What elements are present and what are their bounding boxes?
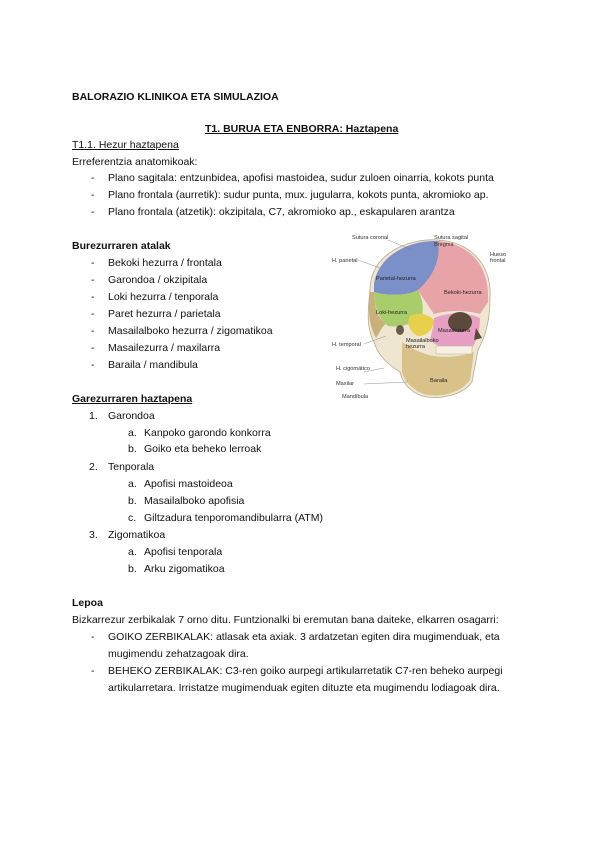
sublist-item: Goiko eta beheko lerroak: [144, 443, 262, 455]
label-baraila: Baraila: [430, 378, 448, 384]
list-number: 3.: [89, 529, 98, 541]
list-item-continuation: artikularretara. Irristatze mugimenduak egiten dituzte eta mugimendu lodiagoak dira.: [108, 682, 500, 694]
list-item: Plano sagitala: entzunbidea, apofisi mastoidea, sudur zuloen oinarria, kokots punta: [108, 172, 494, 184]
list-item: Paret hezurra / parietala: [108, 308, 221, 320]
document-title: BALORAZIO KLINIKOA ETA SIMULAZIOA: [72, 91, 279, 103]
section-title: T1. BURUA ETA ENBORRA: Haztapena: [205, 123, 399, 135]
sublist-item: Masailalboko apofisia: [144, 495, 245, 507]
label-h-parietal: H. parietal: [332, 258, 358, 264]
skull-parts-heading: Burezurraren atalak: [72, 240, 171, 252]
sublist-letter: b.: [128, 495, 137, 507]
label-bregma: Bregma: [434, 242, 454, 248]
sublist-item: Apofisi tenporala: [144, 546, 223, 558]
list-item: BEHEKO ZERBIKALAK: C3-ren goiko aurpegi artikularretatik C7-ren beheko aurpegi: [108, 665, 503, 677]
bullet-dash: -: [91, 291, 95, 303]
list-item: Zigomatikoa: [108, 529, 166, 541]
sublist-letter: b.: [128, 443, 137, 455]
skull-illustration: [330, 232, 520, 404]
list-item: Garondoa / okzipitala: [108, 274, 208, 286]
list-item: Tenporala: [108, 461, 155, 473]
label-hueso-frontal-1: Hueso: [490, 252, 507, 258]
label-maxilar: Maxilar: [336, 381, 355, 387]
sublist-letter: b.: [128, 563, 137, 575]
list-item: Baraila / mandibula: [108, 359, 198, 371]
label-loki-hezurra: Loki-hezurra: [376, 310, 408, 316]
label-masailezurra: Masailezurra: [438, 328, 471, 334]
sublist-item: Arku zigomatikoa: [144, 563, 225, 575]
palpation-heading: Garezurraren haztapena: [72, 393, 193, 405]
bullet-dash: -: [91, 325, 95, 337]
teeth: [436, 346, 472, 354]
label-h-temporal: H. temporal: [332, 342, 361, 348]
label-parietal-hezurra: Parietal-hezurra: [376, 276, 416, 282]
sublist-letter: a.: [128, 427, 137, 439]
bullet-dash: -: [91, 308, 95, 320]
list-item: Plano frontala (atzetik): okzipitala, C7, akromioko ap., eskapularen arantza: [108, 206, 455, 218]
list-number: 2.: [89, 461, 98, 473]
label-masailalboko-2: hezurra: [406, 344, 425, 350]
bullet-dash: -: [91, 206, 95, 218]
list-item: Bekoki hezurra / frontala: [108, 257, 222, 269]
bullet-dash: -: [91, 665, 95, 677]
sublist-item: Apofisi mastoideoa: [144, 478, 233, 490]
bullet-dash: -: [91, 274, 95, 286]
label-hueso-frontal-2: frontal: [490, 258, 506, 264]
neck-intro: Bizkarrezur zerbikalak 7 orno ditu. Funtzionalki bi eremutan bana daiteke, elkarren osagarri:: [72, 614, 499, 626]
list-item-continuation: mugimendu zehatzagoak dira.: [108, 648, 249, 660]
list-number: 1.: [89, 410, 98, 422]
sublist-letter: c.: [128, 512, 137, 524]
bullet-dash: -: [91, 189, 95, 201]
list-item: GOIKO ZERBIKALAK: atlasak eta axiak. 3 ardatzetan egiten dira mugimenduak, eta: [108, 631, 500, 643]
list-item: Masailalboko hezurra / zigomatikoa: [108, 325, 273, 337]
label-mandibula: Mandíbula: [342, 394, 369, 400]
list-item: Garondoa: [108, 410, 155, 422]
skull-diagram: [330, 232, 520, 404]
bullet-dash: -: [91, 359, 95, 371]
ear-canal: [396, 325, 404, 335]
label-masailalboko-1: Masailalboko: [406, 338, 439, 344]
list-item: Loki hezurra / tenporala: [108, 291, 219, 303]
label-h-cigomatico: H. cigomático: [336, 366, 370, 372]
list-item: Masailezurra / maxilarra: [108, 342, 221, 354]
sublist-item: Giltzadura tenporomandibularra (ATM): [144, 512, 323, 524]
bullet-dash: -: [91, 631, 95, 643]
label-sutura-sagital: Sutura sagital: [434, 235, 469, 241]
label-sutura-coronal: Sutura coronal: [352, 235, 389, 241]
references-intro: Erreferentzia anatomikoak:: [72, 156, 198, 168]
subsection-title: T1.1. Hezur haztapena: [72, 139, 179, 151]
bullet-dash: -: [91, 172, 95, 184]
sublist-letter: a.: [128, 478, 137, 490]
list-item: Plano frontala (aurretik): sudur punta, mux. jugularra, kokots punta, akromioko ap.: [108, 189, 489, 201]
neck-heading: Lepoa: [72, 597, 103, 609]
label-bekoki-hezurra: Bekoki-hezurra: [444, 290, 482, 296]
sublist-letter: a.: [128, 546, 137, 558]
bullet-dash: -: [91, 257, 95, 269]
bullet-dash: -: [91, 342, 95, 354]
sublist-item: Kanpoko garondo konkorra: [144, 427, 271, 439]
